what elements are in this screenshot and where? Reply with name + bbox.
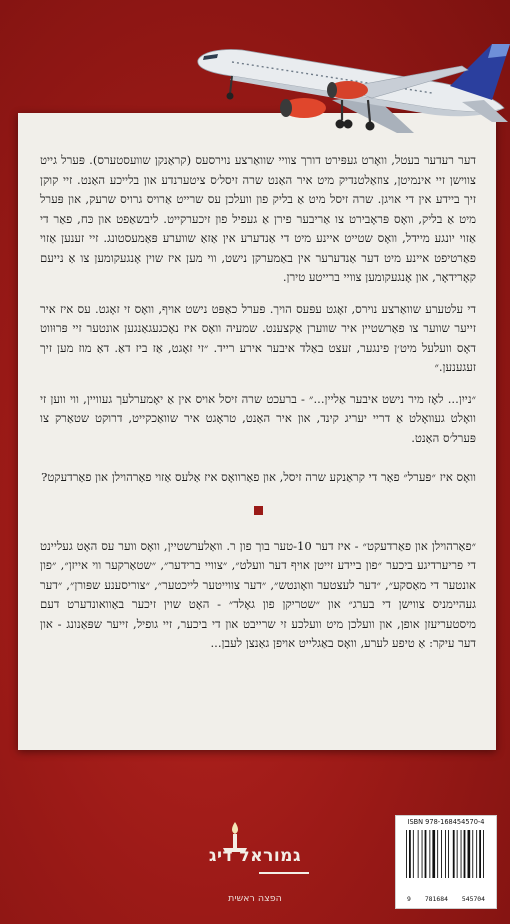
airplane-icon (192, 38, 510, 138)
publisher-name: גמוראל דיג (208, 846, 302, 866)
isbn-label: ISBN 978-168454570-4 (407, 818, 485, 826)
barcode-digits (396, 895, 496, 903)
barcode-digit-group-1: 9 (406, 895, 411, 903)
publisher-imprint: הפצה ראשית (228, 893, 282, 904)
barcode-digit-group-2: 781684 (424, 895, 448, 903)
blurb-text (40, 151, 476, 666)
barcode-digit-group-3: 545704 (461, 895, 485, 903)
isbn-barcode-box (395, 815, 497, 909)
blurb-paper (18, 113, 496, 750)
blurb-paragraph-3: ״נייִן... לאָז מיר נישט איבער אַליין...״ - ברעכט שרה זיסל אויס אין אַ יאָמערלעך געוויין, ווי ווען זי וואָלט געוואָלט אַ דריי יעריג קינד, און איר האַנט, טראָגט איר שוואַכקייט, דרוקט שטאַרק צו פּערל׳ס האַנט. (40, 391, 476, 445)
square-divider (254, 506, 263, 515)
blurb-paragraph-2: די עלטערע שוואַרצע נוירס, זאָגט עפּעס הויך. פּערל כאַפּט נישט אויף, וואָס זי זאָגט. עס איז איר זייער שווער צו פאַרשטיין איר שווערן אַקצענט. שמעיה וואָס איז נאָכגעגאַנגען אונטער זיי פּרוּווט דאָס וועלעל מיט׳ן פינגער, זעצט באַלד איבער אירע רייד. ״זי זאָגט, אַז ביז דאַ. דאַ מוז מען זיך זעגענען.״ (40, 301, 476, 374)
blurb-paragraph-4: ״פאַרהוילן און פאַרדעקט״ - איז דער 10-טער בוך פון ר. וואַלערשטיין, וואָס ווער עס האָט געליינט די פריערדיגע ביכער ״פון ביידע זייטן אויף דער וועלט״, ״צוויי ברידער״, ״שטאַרקער ווי אייזן״, ״פון אונטער די מאַסקע״, ״דער לעצטער וואָונטש״, ״דער צווייטער לייכטער״, ״צוריסענע שפּורן״, ״דער געהיימניס צווישן די בערג״ און ״שטריקן פון גאָלד״ - האָט שוין זיכער באַוואונדערט דעם מיסטעריעזן אופן, און וועלכן מיט וועלכע זי שרייבט און די ביכער, זיי גופיל, זייער שפּאַנונג - און דער עיקר: אַ טיפע לערע, וואָס באַגלייט אויפן גאַנצן לעבן... (40, 538, 476, 650)
blurb-paragraph-1: דער רעדער בעטל, וואָרט געפּירט דורך צוויי שוואַרצע נוירסעס (קראַנקן שוועסטערס). פּערל גייט צווישן זיי אינמיטן, צוזאַלטנדיק מיט איר האַנט שרה זיסל׳ס ציטערנדע און בלייכע האַנט. זיי קוקן זיך ביידע אין די אויגן. שרה זיסל מיט אַ בליק פון וועלכן עס שרייט אַרויס גרויס שרעק, און פּערל מיט אַ בליק, וואָס פּראָבירט צו אַריבער פירן אַ געפיל פון זיכערקייט. ליבשאַפט און כּח, פאַר די אַזוי יונגע מיידל, וואָס שטייט איינע מיט די אַנדערע אין אַזאַ שווערע פּאַמעסטונג. זיי זענען אַזוי פאַרטיפט איינע מיט דער אַנדערער אין באַמערקן נישט, ווי מען איז שוין אָנגעקומען צו אַ נייעם קאָרידאָר, און אָנגעקומען צוויי ברייטע טירן. (40, 153, 476, 284)
barcode-icon (404, 830, 488, 888)
blurb-question: וואָס איז ״פּערל״ פאַר די קראַנקע שרה זיסל, און פאַרוואָס איז אַלעס אַזוי פאַרהוילן און פאַרדעקט? (41, 470, 476, 484)
